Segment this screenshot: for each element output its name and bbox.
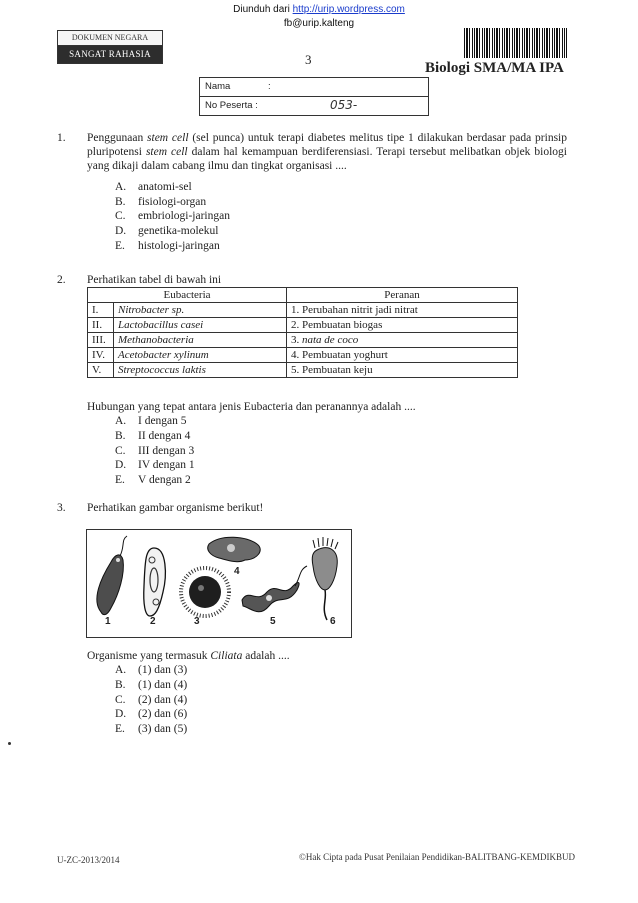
option-letter: B. [115,429,126,442]
q2-intro: Perhatikan tabel di bawah ini [87,274,222,286]
organism-figure [86,529,352,638]
q1-text-italic: stem cell [147,132,189,144]
bacteria-name-text: Nitrobacter sp. [118,304,185,316]
q2-option[interactable] [115,429,190,443]
option-text: (1) dan (4) [138,678,188,691]
student-id-box [199,77,429,116]
q3-question-prefix: Organisme yang termasuk [87,650,211,662]
option-text: III dengan 3 [138,444,195,457]
bacteria-name-text: Methanobacteria [118,334,194,346]
q1-text-span: (sel punca) untuk terapi diabetes melitus tipe 1 dilakukan berdasar pada prinsip pluripotensi [87,132,568,158]
bacteria-role [287,333,518,348]
name-colon: : [268,81,271,92]
option-letter: E. [115,474,125,487]
bacteria-role: 5. Pembuatan keju [287,363,518,378]
bacteria-name [114,348,287,363]
option-letter: A. [115,415,127,427]
header-peranan: Peranan [287,288,518,303]
option-text: I dengan 5 [138,415,187,427]
q2-option[interactable] [115,473,191,487]
row-number: V. [88,363,114,378]
subject-title: Biologi SMA/MA IPA [425,60,564,76]
page-number: 3 [305,52,312,67]
q3-intro: Perhatikan gambar organisme berikut! [87,502,264,514]
option-letter: C. [115,210,126,223]
q2-question: Hubungan yang tepat antara jenis Eubacteria dan peranannya adalah .... [87,401,416,413]
option-letter: B. [115,195,126,208]
q3-option[interactable] [115,678,187,692]
q1-text [87,131,567,173]
heliozoan-icon [181,568,229,616]
id-label: No Peserta : [205,100,258,111]
document-classification-box [57,30,163,64]
option-letter: C. [115,693,126,706]
option-text: histologi-jaringan [138,239,220,252]
bacteria-role: 1. Perubahan nitrit jadi nitrat [287,303,518,318]
q1-number: 1. [57,132,66,144]
q1-text-span: dalam hal kemampuan berdiferensiasi. Terapi tersebut melibatkan objek biologi yang dikaji dalam cabang ilmu dan tingkat organisasi .... [87,146,568,172]
q1-option[interactable] [115,224,218,238]
source-prefix: Diunduh dari [233,4,293,15]
organism-label-6: 6 [330,616,336,627]
row-number: IV. [88,348,114,363]
option-text: V dengan 2 [138,474,191,487]
row-number: I. [88,303,114,318]
source-contact: fb@urip.kalteng [283,18,355,29]
q2-option[interactable] [115,444,194,458]
q3-question [87,649,290,663]
option-text: II dengan 4 [138,429,191,442]
q3-question-suffix: adalah .... [242,650,290,662]
option-letter: D. [115,225,127,238]
option-text: anatomi-sel [138,181,192,193]
q2-number: 2. [57,274,66,286]
bacteria-name-text: Lactobacillus casei [118,319,204,331]
bacteria-name [114,318,287,333]
option-text: (3) dan (5) [138,723,188,736]
doc-label: DOKUMEN NEGARA [58,31,162,46]
option-text: (2) dan (4) [138,693,188,706]
organism-drawings [87,530,351,637]
q1-option[interactable] [115,180,192,194]
option-letter: C. [115,444,126,457]
barcode-icon [464,28,567,58]
source-link[interactable]: http://urip.wordpress.com [292,4,405,15]
option-text: (1) dan (3) [138,664,188,676]
bacteria-role: 2. Pembuatan biogas [287,318,518,333]
euglena-icon [97,536,127,615]
option-letter: D. [115,459,127,472]
option-letter: A. [115,181,127,193]
organism-label-2: 2 [150,616,156,627]
role-prefix: 3. [291,334,302,346]
q3-option[interactable] [115,663,187,677]
amoeba-icon [208,537,260,561]
table-row [88,363,518,378]
bacteria-name-text: Acetobacter xylinum [118,349,209,361]
q1-text-italic: stem cell [145,146,188,158]
eubacteria-table [87,287,518,378]
q1-text-span: Penggunaan [87,132,148,144]
q3-option[interactable] [115,707,187,721]
table-row [88,318,518,333]
option-text: genetika-molekul [138,225,219,238]
paramecium-icon [144,548,166,616]
name-row[interactable] [200,78,428,96]
q2-option[interactable] [115,414,187,428]
option-text: fisiologi-organ [138,195,207,208]
organism-label-1: 1 [105,616,111,627]
bacteria-name [114,363,287,378]
option-letter: A. [115,664,127,676]
id-row[interactable] [200,96,428,115]
table-row [88,333,518,348]
table-header-row [88,288,518,303]
option-letter: E. [115,239,125,252]
trypanosoma-icon [242,566,307,612]
q2-option[interactable] [115,458,195,472]
eubacteria-table-wrap [87,287,518,378]
source-line [0,4,638,16]
option-text: embriologi-jaringan [138,210,230,223]
q3-question-emph: Ciliata [210,650,243,662]
option-text: IV dengan 1 [138,459,195,472]
bacteria-name-text: Streptococcus laktis [118,364,206,376]
header-eubacteria: Eubacteria [88,288,287,303]
scan-speck [8,742,11,745]
option-letter: E. [115,723,125,736]
option-text: (2) dan (6) [138,708,188,721]
secret-label: SANGAT RAHASIA [58,46,162,63]
q1-option[interactable] [115,195,206,209]
bacteria-name [114,333,287,348]
organism-label-4: 4 [234,566,240,577]
table-row [88,348,518,363]
table-row [88,303,518,318]
q1-option[interactable] [115,209,230,223]
role-emph: nata de coco [302,334,359,346]
name-label: Nama [205,81,231,92]
row-number: II. [88,318,114,333]
q3-option[interactable] [115,722,187,736]
q3-number: 3. [57,502,66,514]
footer-code: U-ZC-2013/2014 [57,855,120,865]
handwritten-number: 053- [330,98,358,112]
organism-label-5: 5 [270,616,276,627]
option-letter: B. [115,678,126,691]
q1-option[interactable] [115,239,220,253]
q3-option[interactable] [115,693,187,707]
footer-copyright: ©Hak Cipta pada Pusat Penilaian Pendidikan-BALITBANG-KEMDIKBUD [299,852,576,862]
vorticella-icon [312,537,338,620]
organism-label-3: 3 [194,616,200,627]
bacteria-role: 4. Pembuatan yoghurt [287,348,518,363]
bacteria-name [114,303,287,318]
row-number: III. [88,333,114,348]
option-letter: D. [115,708,127,721]
